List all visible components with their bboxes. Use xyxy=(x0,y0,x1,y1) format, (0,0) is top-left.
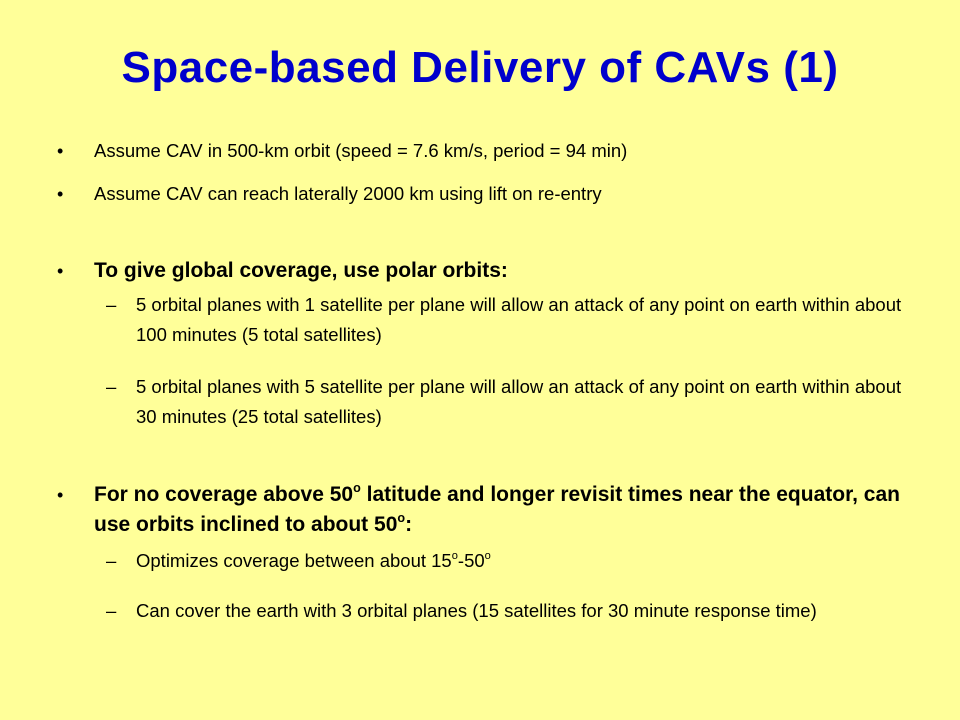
slide-title: Space-based Delivery of CAVs (1) xyxy=(121,43,839,92)
bullet-text: Assume CAV in 500-km orbit (speed = 7.6 km/s, period = 94 min) xyxy=(94,140,628,161)
bullet-marker: • xyxy=(57,184,64,204)
sub-bullet-text: 5 orbital planes with 1 satellite per plane will allow an attack of any point on earth within about 100 minutes (5 total satellites) xyxy=(136,294,902,345)
sub-bullet-text: 5 orbital planes with 5 satellite per plane will allow an attack of any point on earth within about 30 minutes (25 total satellites) xyxy=(136,376,902,427)
bullet-text: For no coverage above 50$^o$ latitude and longer revisit times near the equator, can use orbits inclined to about 50$^o$: xyxy=(94,481,900,536)
dash-marker: – xyxy=(106,376,117,397)
sub-bullet-text: Can cover the earth with 3 orbital planes (15 satellites for 30 minute response time) xyxy=(136,600,817,621)
dash-marker: – xyxy=(106,550,117,571)
bullet-marker: • xyxy=(57,485,64,505)
dash-marker: – xyxy=(106,600,117,621)
bullet-marker: • xyxy=(57,141,64,161)
sub-bullet-text: Optimizes coverage between about 15$^o$-50$^o$ xyxy=(136,550,491,571)
bullet-text: To give global coverage, use polar orbits: xyxy=(94,259,508,282)
bullet-text: Assume CAV can reach laterally 2000 km using lift on re-entry xyxy=(94,183,602,204)
bullet-marker: • xyxy=(57,261,64,281)
dash-marker: – xyxy=(106,294,117,315)
